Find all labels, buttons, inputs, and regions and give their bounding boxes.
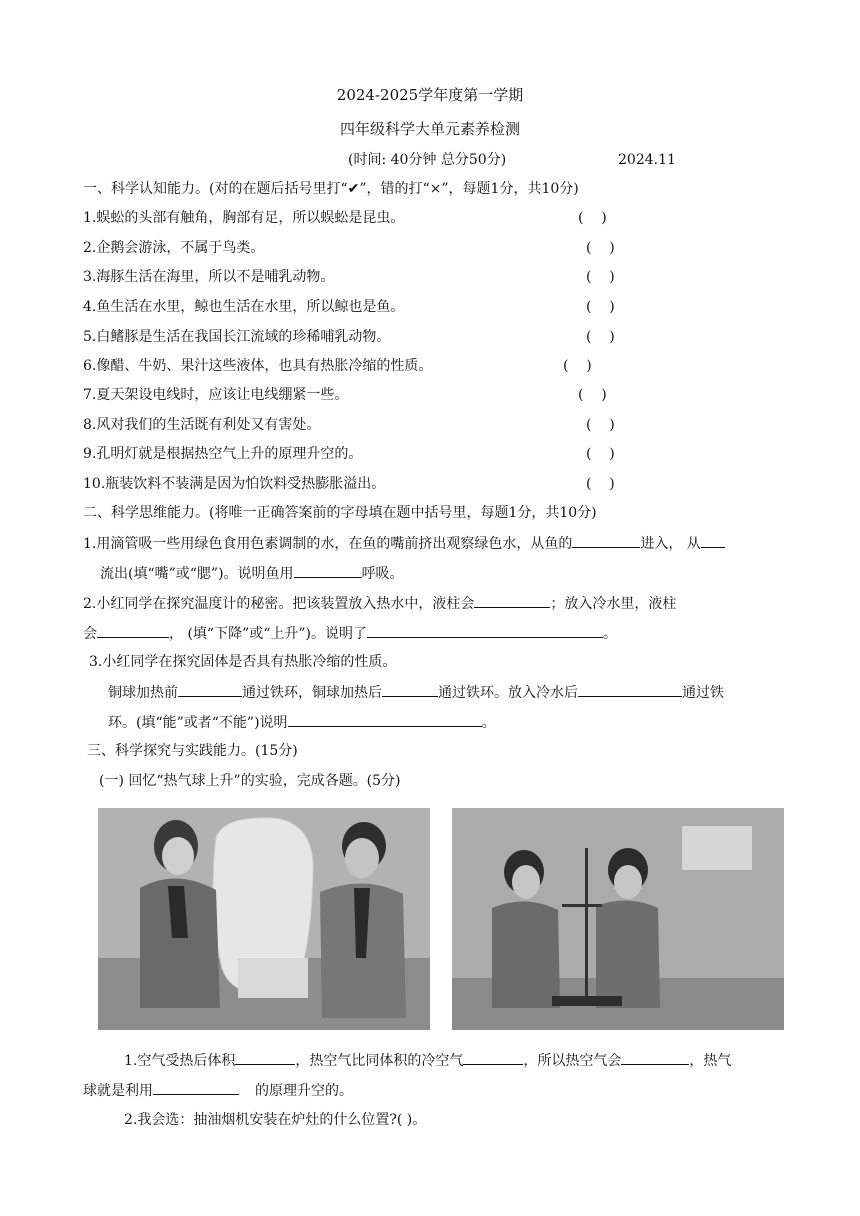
- question-text: 的原理升空的。: [255, 1083, 353, 1099]
- question-text: 1.用滴管吸一些用绿色食用色素调制的水，在鱼的嘴前挤出观察绿色水，从鱼的: [83, 536, 573, 552]
- exam-subtitle: 四年级科学大单元素养检测: [339, 120, 520, 138]
- answer-parentheses[interactable]: ( ): [586, 269, 615, 285]
- question-text: 通过铁: [682, 685, 724, 701]
- answer-blank[interactable]: [178, 682, 242, 697]
- section3-heading: 三、科学探究与实践能力。(15分): [87, 743, 298, 759]
- answer-blank[interactable]: [572, 533, 640, 548]
- answer-blank[interactable]: [288, 712, 482, 727]
- question-text: 球就是利用: [83, 1083, 153, 1099]
- question-text: 3.海豚生活在海里，所以不是哺乳动物。: [83, 269, 335, 285]
- question-1-line-1: [83, 533, 725, 554]
- candle-experiment-photo: [452, 808, 784, 1030]
- answer-blank[interactable]: [621, 1050, 689, 1065]
- answer-blank[interactable]: [578, 682, 682, 697]
- question-text: 7.夏天架设电线时，应该让电线绷紧一些。: [83, 387, 349, 403]
- question-3-line-1: 3.小红同学在探究固体是否具有热胀冷缩的性质。: [89, 654, 397, 670]
- answer-parentheses[interactable]: ( ): [586, 446, 615, 462]
- question-text: ，热空气比同体积的冷空气: [295, 1053, 464, 1069]
- question-1-line-2: [100, 563, 404, 584]
- question-text: 进入， 从: [640, 536, 701, 552]
- answer-parentheses[interactable]: ( ): [578, 387, 607, 403]
- question-text: 6.像醋、牛奶、果汁这些液体，也具有热胀冷缩的性质。: [83, 358, 433, 374]
- question-text: 环。(填“能”或者“不能”)说明: [108, 715, 288, 731]
- question-text: 2.小红同学在探究温度计的秘密。把该装置放入热水中，液柱会: [83, 596, 475, 612]
- question-text: 1.空气受热后体积: [124, 1053, 236, 1069]
- question-1-line-1: [124, 1050, 731, 1071]
- question-text: 10.瓶装饮料不装满是因为怕饮料受热膨胀溢出。: [83, 476, 386, 492]
- answer-blank[interactable]: [235, 1050, 295, 1065]
- question-1-line-2: [83, 1080, 353, 1101]
- question-3-line-2: [108, 682, 724, 703]
- answer-parentheses[interactable]: ( ): [586, 417, 615, 433]
- question-text: 呼吸。: [361, 566, 404, 582]
- answer-blank[interactable]: [701, 533, 725, 548]
- answer-blank[interactable]: [382, 682, 438, 697]
- question-text: ，热气: [689, 1053, 732, 1069]
- exam-time-info: (时间: 40分钟 总分50分): [348, 152, 507, 168]
- question-text: 通过铁环，铜球加热后: [242, 685, 382, 701]
- section1-heading: 一、科学认知能力。(对的在题后括号里打“✔”，错的打“×”，每题1分，共10分): [83, 181, 579, 197]
- answer-blank[interactable]: [367, 623, 603, 638]
- exam-title: 2024-2025学年度第一学期: [336, 86, 524, 104]
- question-text: ，所以热空气会: [523, 1053, 622, 1069]
- question-text: 4.鱼生活在水里，鲸也生活在水里，所以鲸也是鱼。: [83, 299, 405, 315]
- exam-date: 2024.11: [618, 152, 676, 168]
- question-2-line-1: [83, 593, 676, 614]
- answer-blank[interactable]: [294, 563, 362, 578]
- question-text: 。: [603, 626, 618, 642]
- section2-heading: 二、科学思维能力。(将唯一正确答案前的字母填在题中括号里，每题1分，共10分): [83, 505, 597, 521]
- question-2: 2.我会选：抽油烟机安装在炉灶的什么位置?( )。: [124, 1112, 427, 1128]
- question-text: 8.风对我们的生活既有利处又有害处。: [83, 417, 321, 433]
- subsection-heading: (一) 回忆“热气球上升”的实验，完成各题。(5分): [99, 773, 401, 789]
- answer-parentheses[interactable]: ( ): [586, 299, 615, 315]
- answer-blank[interactable]: [474, 593, 550, 608]
- answer-parentheses[interactable]: ( ): [578, 210, 607, 226]
- answer-blank[interactable]: [153, 1080, 239, 1095]
- answer-parentheses[interactable]: ( ): [563, 358, 592, 374]
- question-text: 9.孔明灯就是根据热空气上升的原理升空的。: [83, 446, 363, 462]
- question-text: ；放入冷水里，液柱: [550, 596, 677, 612]
- question-text: 会: [83, 626, 97, 642]
- answer-parentheses[interactable]: ( ): [586, 240, 615, 256]
- answer-parentheses[interactable]: ( ): [586, 476, 615, 492]
- answer-blank[interactable]: [97, 623, 169, 638]
- question-text: 铜球加热前: [108, 685, 178, 701]
- question-text: 1.蜈蚣的头部有触角，胸部有足，所以蜈蚣是昆虫。: [83, 210, 405, 226]
- question-2-line-2: [83, 623, 617, 644]
- answer-parentheses[interactable]: ( ): [586, 329, 615, 345]
- question-text: 通过铁环。放入冷水后: [438, 685, 578, 701]
- question-text: 流出(填“嘴”或“腮”)。说明鱼用: [100, 566, 294, 582]
- hot-air-balloon-photo: [98, 808, 430, 1030]
- question-text: 5.白鳍豚是生活在我国长江流域的珍稀哺乳动物。: [83, 329, 391, 345]
- question-3-line-3: [108, 712, 496, 733]
- question-text: 2.企鹅会游泳，不属于鸟类。: [83, 240, 265, 256]
- question-text: 。: [481, 715, 496, 731]
- answer-blank[interactable]: [463, 1050, 523, 1065]
- question-text: ， (填“下降”或“上升”)。说明了: [169, 626, 368, 642]
